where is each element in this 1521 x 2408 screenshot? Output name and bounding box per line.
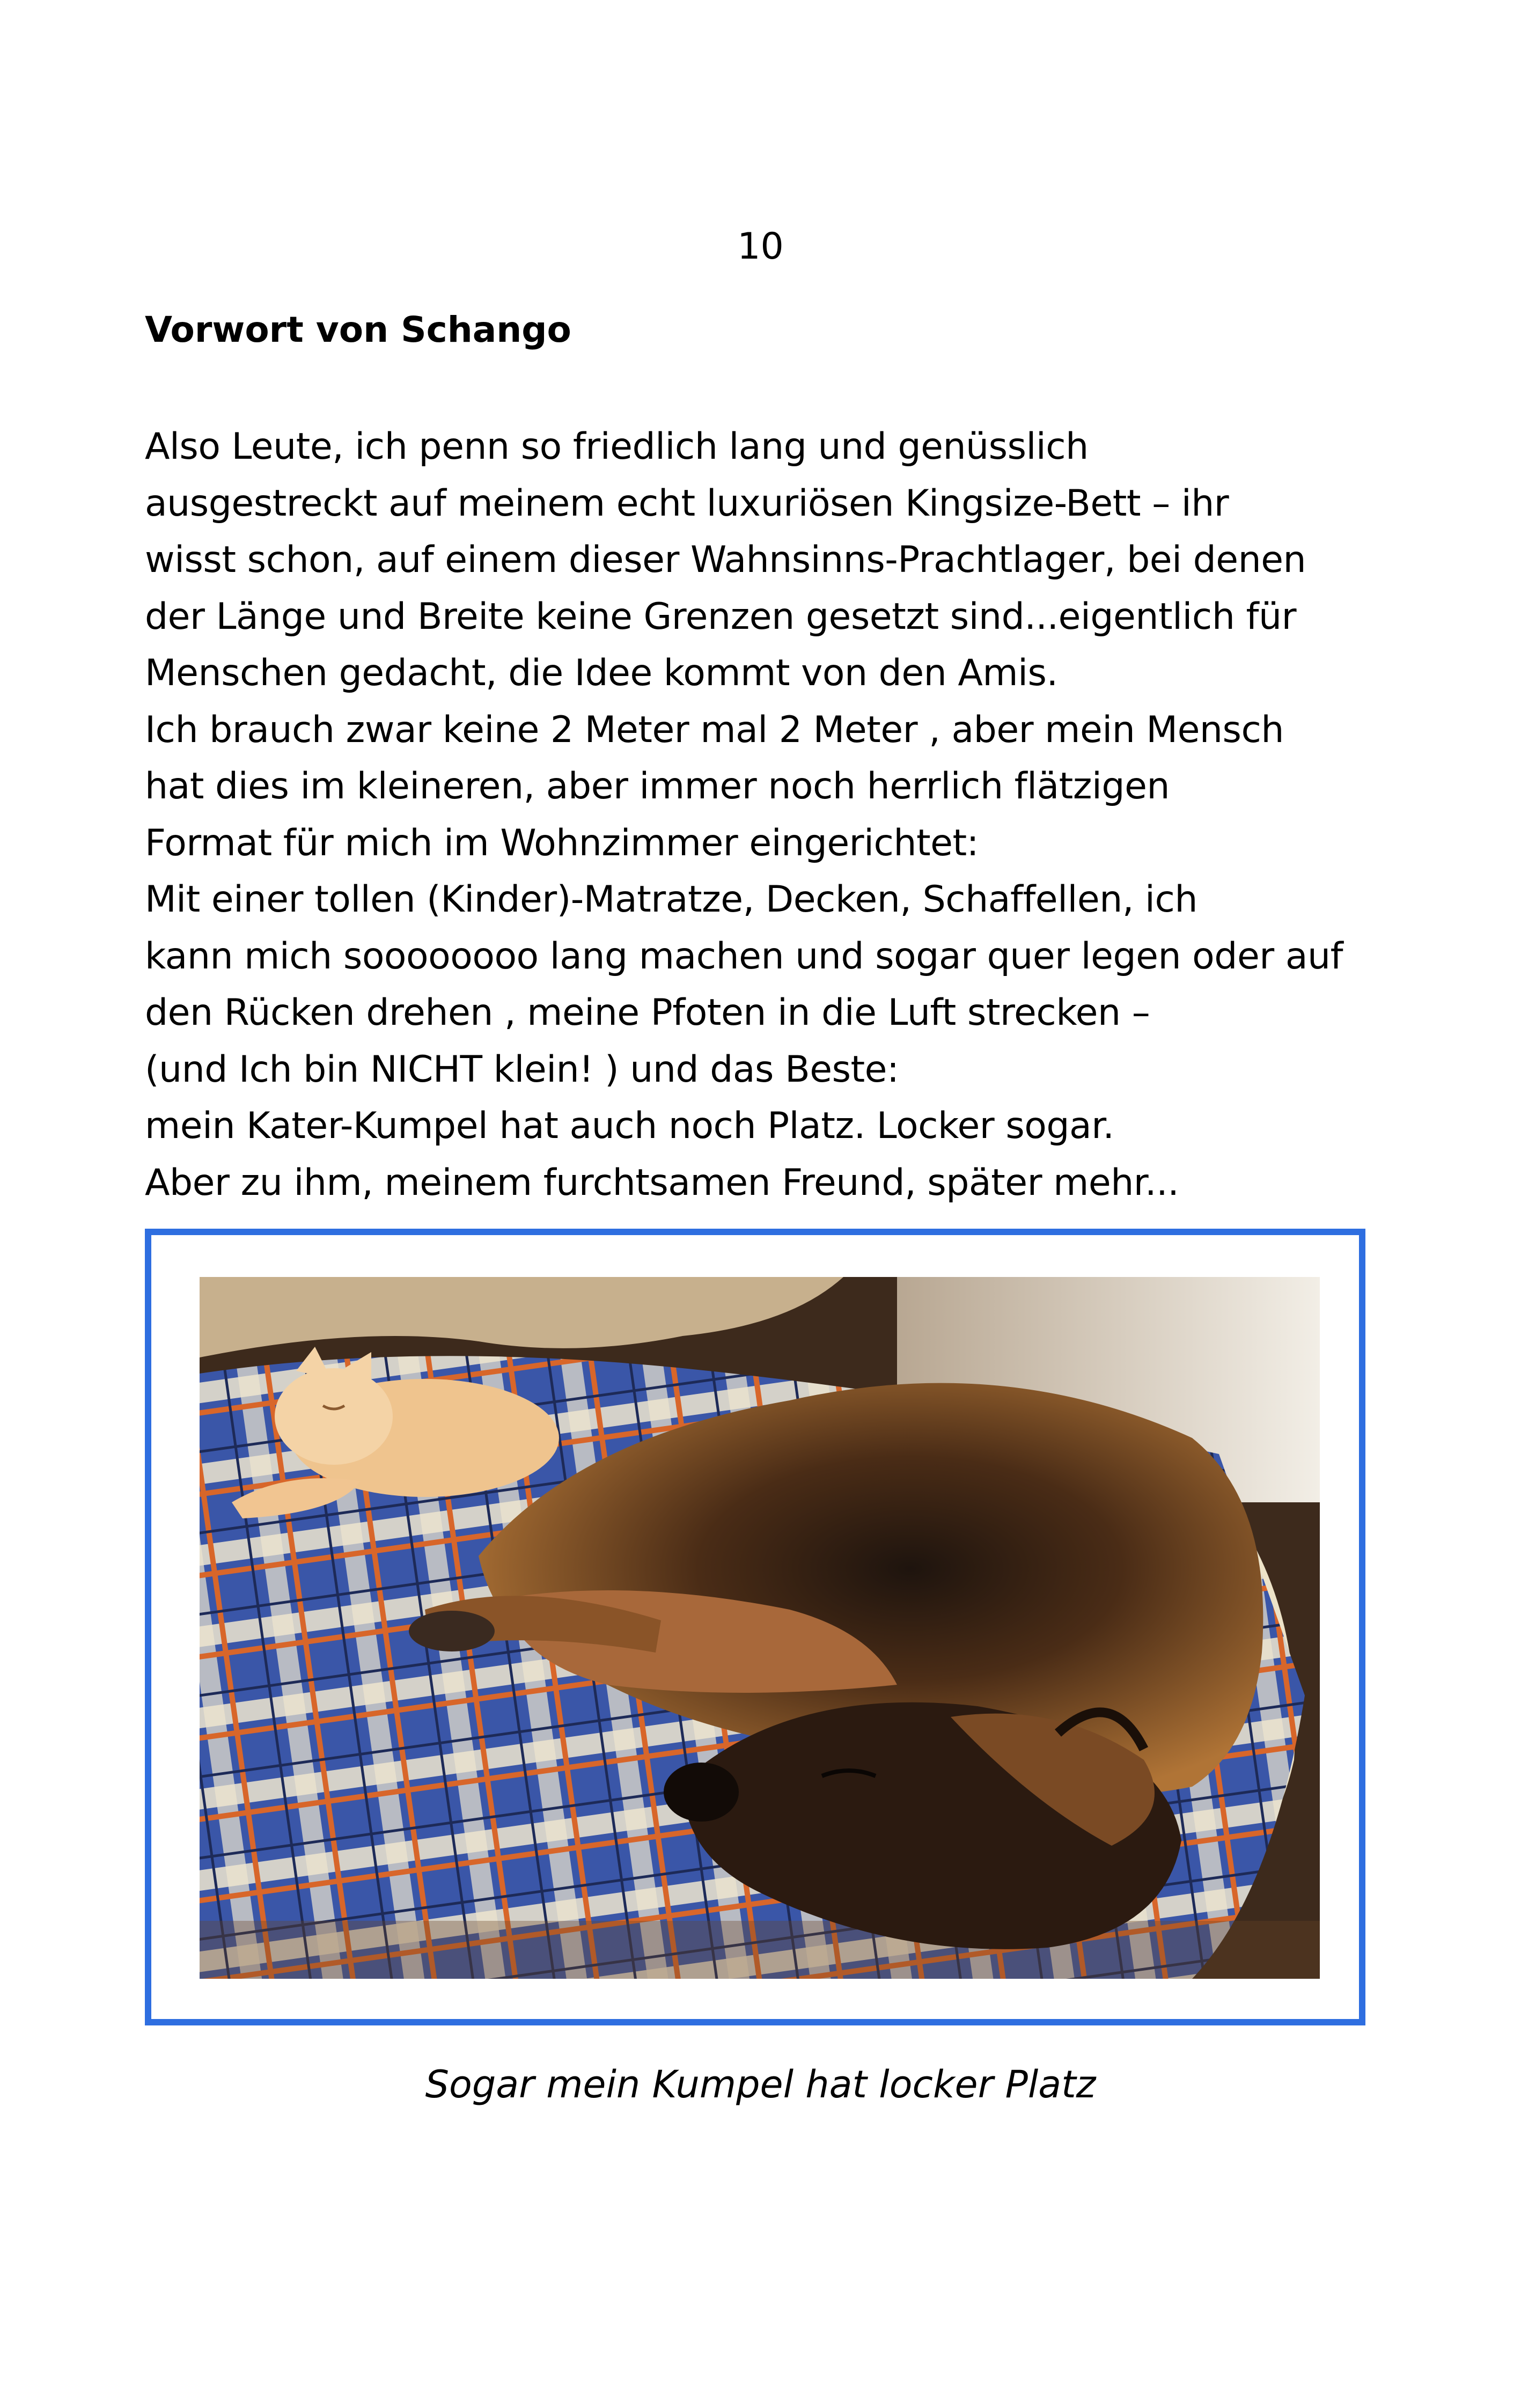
page-number: 10 [737, 225, 784, 268]
photo-illustration [200, 1277, 1320, 1979]
text-line: mein Kater-Kumpel hat auch noch Platz. Locker sogar. [145, 1105, 1114, 1147]
text-line: wisst schon, auf einem dieser Wahnsinns-Prachtlager, bei denen [145, 539, 1306, 581]
text-line: Also Leute, ich penn so friedlich lang und genüsslich [145, 425, 1089, 468]
section-heading: Vorwort von Schango [145, 309, 571, 350]
text-line: hat dies im kleineren, aber immer noch herrlich flätzigen [145, 765, 1170, 807]
text-line: kann mich soooooooo lang machen und sogar quer legen oder auf [145, 935, 1343, 978]
text-line: Menschen gedacht, die Idee kommt von den Amis. [145, 652, 1058, 694]
text-line: Aber zu ihm, meinem furchtsamen Freund, später mehr... [145, 1161, 1179, 1204]
text-line: (und Ich bin NICHT klein! ) und das Beste: [145, 1048, 899, 1091]
text-line: der Länge und Breite keine Grenzen gesetzt sind...eigentlich für [145, 595, 1297, 638]
text-line: den Rücken drehen , meine Pfoten in die Luft strecken – [145, 992, 1150, 1034]
body-text [145, 419, 1379, 1211]
text-line: ausgestreckt auf meinem echt luxuriösen Kingsize-Bett – ihr [145, 482, 1229, 525]
photo-caption: Sogar mein Kumpel hat locker Platz [425, 2062, 1096, 2106]
dog-and-cat-photo [200, 1277, 1320, 1979]
text-line: Ich brauch zwar keine 2 Meter mal 2 Meter , aber mein Mensch [145, 708, 1284, 751]
photo-frame [145, 1229, 1365, 2025]
text-line: Format für mich im Wohnzimmer eingerichtet: [145, 821, 979, 864]
text-line: Mit einer tollen (Kinder)-Matratze, Decken, Schaffellen, ich [145, 878, 1197, 921]
